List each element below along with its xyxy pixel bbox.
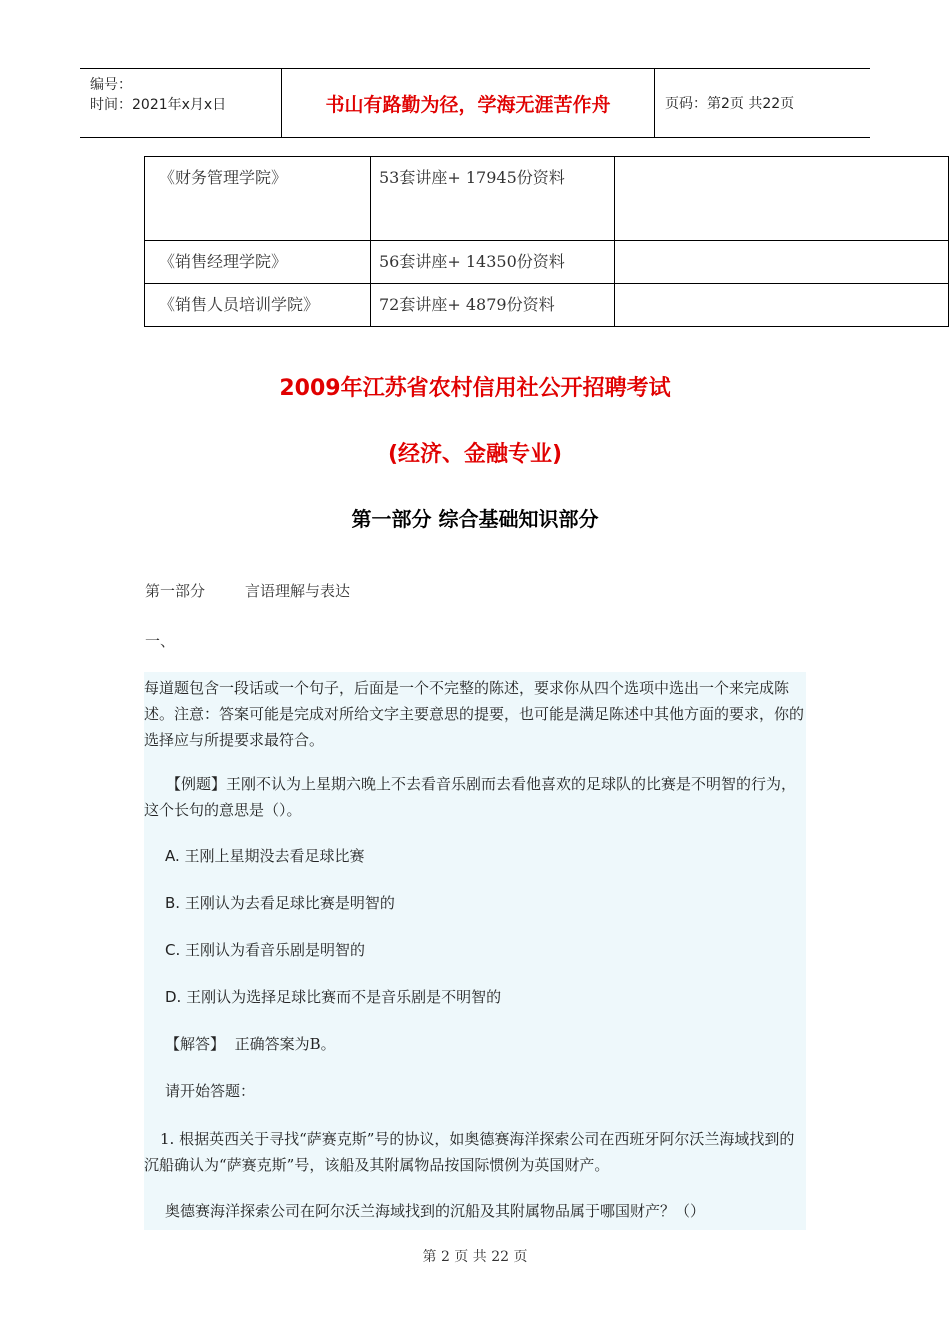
header-motto: 书山有路勤为径，学海无涯苦作舟 <box>282 69 655 137</box>
question-1: 1. 根据英西关于寻找“萨赛克斯”号的协议，如奥德赛海洋探索公司在西班牙阿尔沃兰海域找到的沉船确认为“萨赛克斯”号，该船及其附属物品按国际惯例为英国财产。 <box>144 1130 795 1174</box>
resource-name: 《财务管理学院》 <box>145 157 371 241</box>
header-page-info: 页码：第2页 共22页 <box>665 96 795 112</box>
option-text: 王刚认为看音乐剧是明智的 <box>185 941 366 959</box>
table-row <box>145 241 949 284</box>
resource-blank <box>615 157 949 241</box>
exam-subtitle: (经济、金融专业) <box>387 442 563 467</box>
instructions: 每道题包含一段话或一个句子，后面是一个不完整的陈述，要求你从四个选项中选出一个来完成陈述。注意：答案可能是完成对所给文字主要意思的提要，也可能是满足陈述中其他方面的要求，你的选择应与所提要求最符合。 <box>144 679 805 749</box>
answer <box>165 1031 336 1057</box>
answer-label: 【解答】 <box>165 1035 226 1053</box>
number-label: 编号： <box>90 77 132 93</box>
page-footer: 第 2 页 共 22 页 <box>422 1249 528 1265</box>
resource-detail: 53套讲座+ 17945份资料 <box>371 157 615 241</box>
page-header <box>80 68 870 138</box>
time-label: 时间：2021年x月x日 <box>90 97 227 113</box>
table-row <box>145 157 949 241</box>
part-title: 第一部分 综合基础知识部分 <box>351 507 599 531</box>
resource-table <box>144 156 949 327</box>
example-question: 【例题】王刚不认为上星期六晚上不去看音乐剧而去看他喜欢的足球队的比赛是不明智的行为，这个长句的意思是（）。 <box>144 775 797 819</box>
header-meta <box>80 69 282 137</box>
option-letter: B. <box>165 894 181 912</box>
resource-blank <box>615 241 949 284</box>
option-c <box>165 937 365 963</box>
section-name: 言语理解与表达 <box>245 582 351 600</box>
option-text: 王刚认为选择足球比赛而不是音乐剧是不明智的 <box>186 988 502 1006</box>
option-letter: D. <box>165 988 182 1006</box>
section-part: 第一部分 <box>145 582 206 600</box>
option-a <box>165 843 365 869</box>
resource-name: 《销售人员培训学院》 <box>145 284 371 327</box>
answer-text: 正确答案为B。 <box>234 1035 336 1053</box>
option-letter: C. <box>165 941 181 959</box>
resource-detail: 72套讲座+ 4879份资料 <box>371 284 615 327</box>
question-1-ask: 奥德赛海洋探索公司在阿尔沃兰海域找到的沉船及其附属物品属于哪国财产？（） <box>165 1202 706 1220</box>
option-b <box>165 890 395 916</box>
option-d <box>165 984 501 1010</box>
start-prompt: 请开始答题： <box>165 1082 256 1100</box>
resource-detail: 56套讲座+ 14350份资料 <box>371 241 615 284</box>
section-heading <box>145 580 350 601</box>
resource-name: 《销售经理学院》 <box>145 241 371 284</box>
option-text: 王刚认为去看足球比赛是明智的 <box>184 894 395 912</box>
table-row <box>145 284 949 327</box>
option-letter: A. <box>165 847 180 865</box>
section-numeral: 一、 <box>145 632 176 650</box>
exam-title: 2009年江苏省农村信用社公开招聘考试 <box>279 376 671 401</box>
option-text: 王刚上星期没去看足球比赛 <box>184 847 365 865</box>
resource-blank <box>615 284 949 327</box>
